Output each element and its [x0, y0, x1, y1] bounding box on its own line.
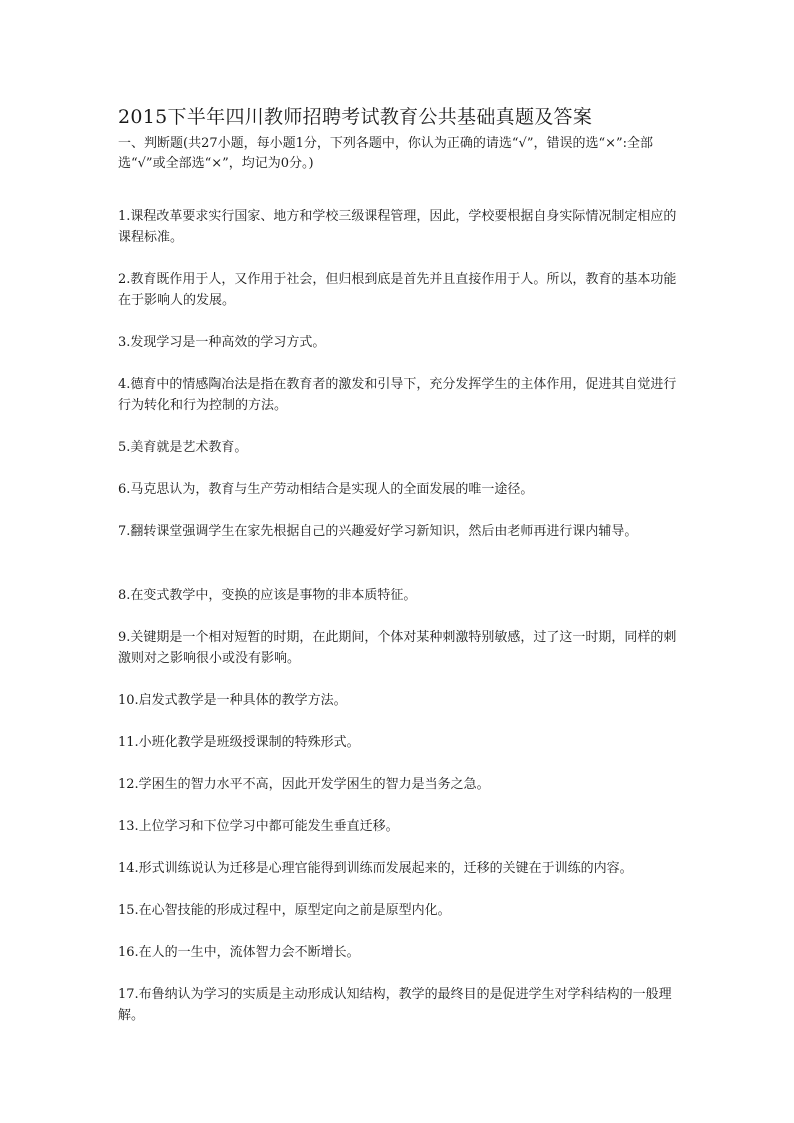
question-item: 9.关键期是一个相对短暂的时期，在此期间，个体对某种刺激特别敏感，过了这一时期，同样的刺激则对之影响很小或没有影响。: [118, 630, 677, 666]
question-item: 14.形式训练说认为迁移是心理官能得到训练而发展起来的，迁移的关键在于训练的内容。: [118, 861, 633, 876]
document-page: [118, 104, 678, 1026]
question-item: 11.小班化教学是班级授课制的特殊形式。: [118, 735, 360, 750]
section-instructions: 一、判断题(共27小题，每小题1分，下列各题中，你认为正确的请选“√”，错误的选“×”:全部选“√”或全部选“×”，均记为0分。): [118, 136, 654, 171]
question-item: 7.翻转课堂强调学生在家先根据自己的兴趣爱好学习新知识，然后由老师再进行课内辅导。: [118, 524, 638, 539]
question-item: 6.马克思认为，教育与生产劳动相结合是实现人的全面发展的唯一途径。: [118, 482, 534, 497]
document-title: 2015下半年四川教师招聘考试教育公共基础真题及答案: [118, 106, 593, 128]
question-item: 4.德育中的情感陶冶法是指在教育者的激发和引导下，充分发挥学生的主体作用，促进其自觉进行行为转化和行为控制的方法。: [118, 377, 677, 413]
question-item: 5.美育就是艺术教育。: [118, 440, 248, 455]
question-item: 8.在变式教学中，变换的应该是事物的非本质特征。: [118, 588, 417, 603]
question-item: 17.布鲁纳认为学习的实质是主动形成认知结构，教学的最终目的是促进学生对学科结构的一般理解。: [118, 987, 672, 1023]
question-item: 15.在心智技能的形成过程中，原型定向之前是原型内化。: [118, 903, 451, 918]
question-item: 10.启发式教学是一种具体的教学方法。: [118, 693, 347, 708]
question-item: 3.发现学习是一种高效的学习方式。: [118, 335, 326, 350]
question-item: 16.在人的一生中，流体智力会不断增长。: [118, 945, 360, 960]
question-item: 13.上位学习和下位学习中都可能发生垂直迁移。: [118, 819, 399, 834]
question-item: 1.课程改革要求实行国家、地方和学校三级课程管理，因此，学校要根据自身实际情况制定相应的课程标准。: [118, 209, 677, 245]
question-list: [118, 206, 678, 1026]
question-item: 2.教育既作用于人，又作用于社会，但归根到底是首先并且直接作用于人。所以，教育的基本功能在于影响人的发展。: [118, 272, 677, 308]
question-item: 12.学困生的智力水平不高，因此开发学困生的智力是当务之急。: [118, 777, 490, 792]
